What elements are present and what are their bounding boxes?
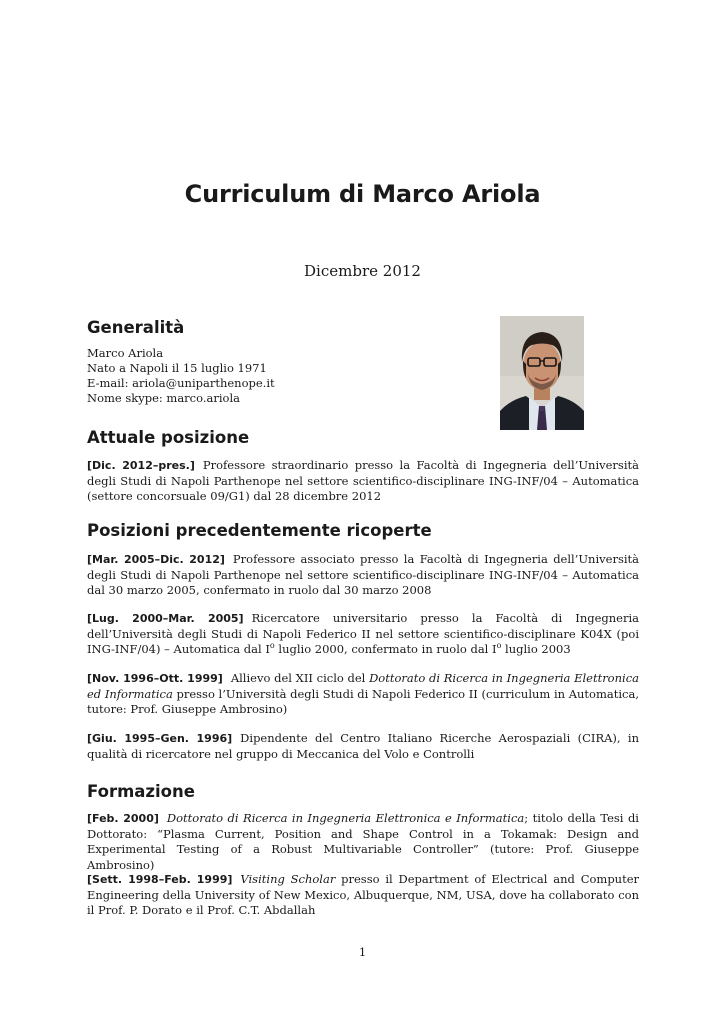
entry-precedenti-1 [87, 611, 639, 658]
info-skype: Nome skype: marco.ariola [87, 391, 240, 405]
info-birth: Nato a Napoli il 15 luglio 1971 [87, 361, 267, 375]
entry-precedenti-3 [87, 731, 639, 762]
section-heading-formazione: Formazione [87, 782, 195, 801]
info-email: E-mail: ariola@uniparthenope.it [87, 376, 275, 390]
info-name: Marco Ariola [87, 346, 164, 360]
entry-text: Allievo del XII ciclo del [230, 671, 370, 685]
page-title: Curriculum di Marco Ariola [184, 180, 541, 208]
entry-precedenti-2 [87, 671, 639, 718]
portrait-photo [500, 316, 584, 430]
entry-text: Professore associato presso la Facoltà di Ingegneria dell’Università degli Studi di Napoli Parthenope nel settore scientifico-disciplinare ING-INF/04 – Automatica dal 30 marzo 2005, confermato in ruolo dal 30 marzo 2008 [87, 552, 640, 597]
entry-text: Dipendente del Centro Italiano Ricerche Aerospaziali (CIRA), in qualità di ricercatore nel gruppo di Meccanica del Volo e Controlli [87, 731, 639, 761]
entry-date: [Sett. 1998–Feb. 1999] [87, 873, 233, 886]
ordinal-superscript: o [269, 641, 275, 651]
entry-italic-text: Dottorato di Ricerca in Ingegneria Elettronica ed Informatica [87, 671, 639, 701]
entry-text: luglio 2003 [501, 642, 571, 656]
entry-formazione-0 [87, 811, 639, 873]
entry-italic-text: Dottorato di Ricerca in Ingegneria Elettronica e Informatica [166, 811, 525, 825]
entry-italic-text: Visiting Scholar [240, 872, 336, 886]
section-heading-precedenti: Posizioni precedentemente ricoperte [87, 521, 432, 540]
personal-info [87, 346, 275, 406]
ordinal-superscript: o [496, 641, 502, 651]
entry-formazione-1 [87, 872, 639, 919]
entry-date: [Nov. 1996–Ott. 1999] [87, 672, 223, 685]
section-heading-attuale: Attuale posizione [87, 428, 250, 447]
entry-attuale-0 [87, 458, 639, 505]
entry-text: ; titolo della Tesi di Dottorato: “Plasma Current, Position and Shape Control in a Tokamak: Design and Experimental Testing of a Robust Multivariable Controller” (tutore: Prof. Giuseppe Ambrosino) [87, 811, 639, 872]
entry-text: luglio 2000, confermato in ruolo dal I [274, 642, 497, 656]
section-heading-generalita: Generalità [87, 318, 185, 337]
entry-date: [Feb. 2000] [87, 812, 159, 825]
entry-text: Professore straordinario presso la Facoltà di Ingegneria dell’Università degli Studi di Napoli Parthenope nel settore scientifico-disciplinare ING-INF/04 – Automatica (settore concorsuale 09/G1) dal 28 dicembre 2012 [87, 458, 639, 503]
entry-date: [Lug. 2000–Mar. 2005] [87, 612, 244, 625]
entry-date: [Dic. 2012–pres.] [87, 459, 195, 472]
page-number: 1 [358, 945, 367, 959]
entry-text: Ricercatore universitario presso la Facoltà di Ingegneria dell’Università degli Studi di Napoli Federico II nel settore scientifico-disciplinare K04X (poi ING-INF/04) – Automatica dal I [87, 611, 639, 656]
entry-date: [Giu. 1995–Gen. 1996] [87, 732, 233, 745]
entry-date: [Mar. 2005–Dic. 2012] [87, 553, 225, 566]
entry-precedenti-0 [87, 552, 639, 599]
entry-text: presso l’Università degli Studi di Napoli Federico II (curriculum in Automatica, tutore: Prof. Giuseppe Ambrosino) [87, 686, 639, 716]
document-date: Dicembre 2012 [304, 262, 421, 280]
entry-text: presso il Department of Electrical and Computer Engineering della University of New Mexico, Albuquerque, NM, USA, dove ha collaborato con il Prof. P. Dorato e il Prof. C.T. Abdallah [87, 872, 640, 917]
